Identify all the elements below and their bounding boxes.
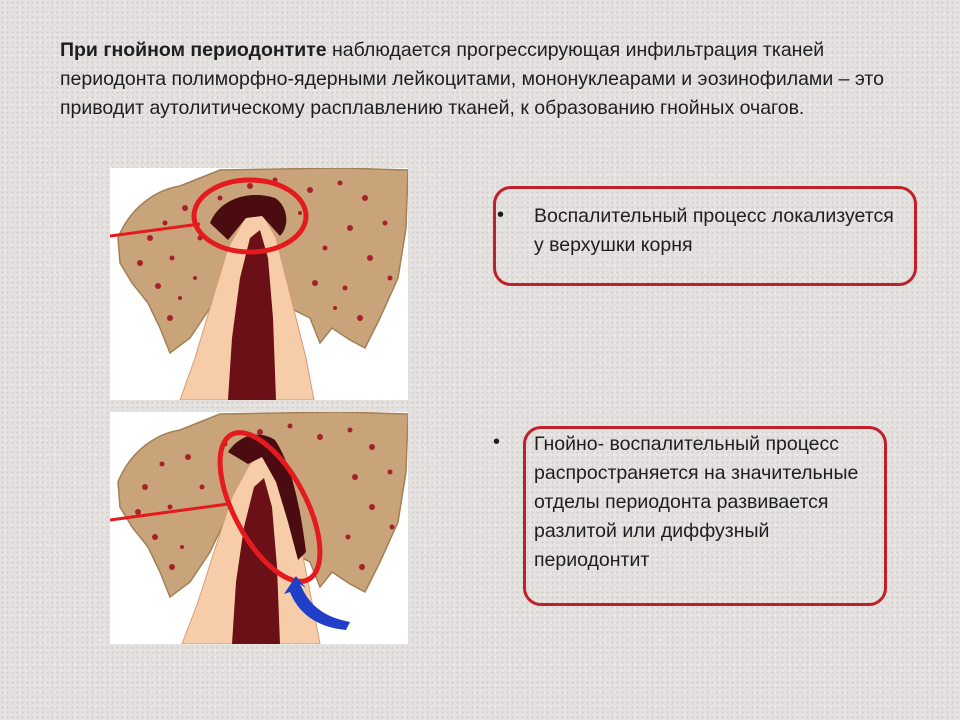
tooth-root-diagram-1 — [110, 168, 408, 400]
callout-text-diffuse: Гнойно- воспалительный процесс распространяется на значительные отделы периодонта развивается разлитой или диффузный периодонтит — [534, 433, 859, 571]
intro-text: наблюдается прогрессирующая инфильтрация тканей периодонта полиморфно-ядерными лейкоцитами, мононуклеарами и эозинофилами – это приводит аутолитическому расплавлению тканей, к образованию гнойных очагов. — [60, 39, 884, 119]
callout-text-apical: Воспалительный процесс локализуется у верхушки корня — [534, 205, 894, 256]
intro-paragraph — [60, 36, 920, 123]
intro-bold-term: При гнойном периодонтите — [60, 39, 327, 61]
tooth-root-diagram-2 — [110, 412, 408, 644]
callout-bullet-1: • — [497, 204, 505, 226]
apical-periodontitis-illustration — [110, 168, 408, 400]
diffuse-periodontitis-illustration — [110, 412, 408, 644]
callout-bullet-2: • — [493, 431, 501, 453]
